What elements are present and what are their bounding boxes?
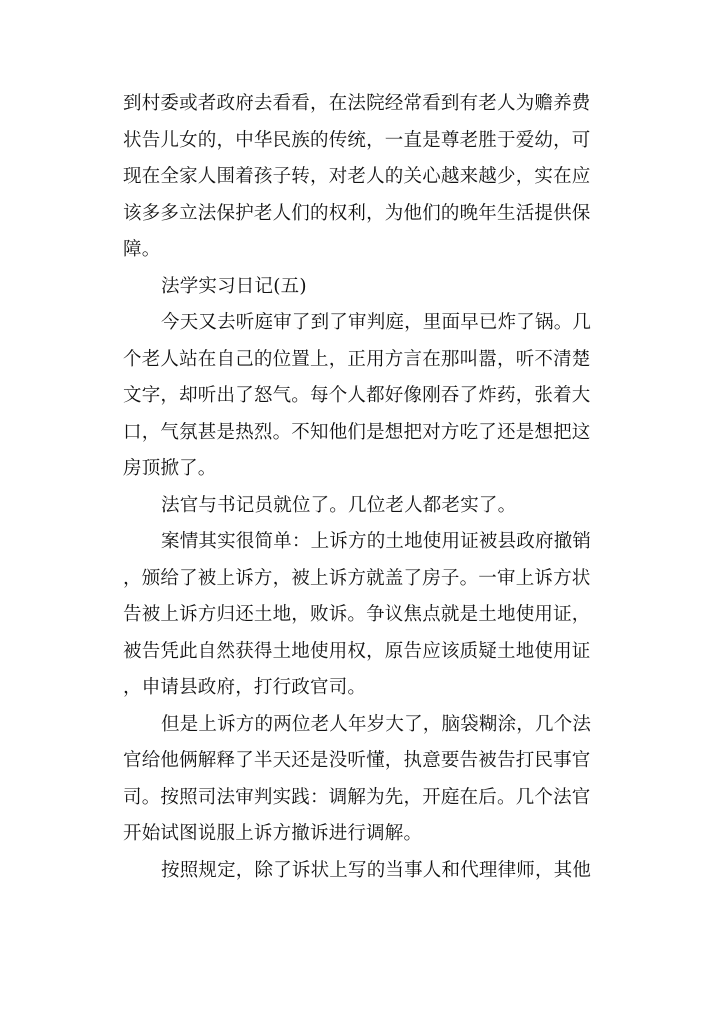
text-line: 口，气氛甚是热烈。不知他们是想把对方吃了还是想把这 bbox=[123, 421, 591, 443]
text-line: 该多多立法保护老人们的权利，为他们的晚年生活提供保 bbox=[123, 202, 591, 224]
text-line: ，颁给了被上诉方，被上诉方就盖了房子。一审上诉方状 bbox=[123, 567, 591, 589]
section-heading: 法学实习日记(五) bbox=[161, 275, 307, 297]
text-line: 现在全家人围着孩子转，对老人的关心越来越少，实在应 bbox=[123, 166, 591, 187]
paragraph-first-line: 但是上诉方的两位老人年岁大了，脑袋糊涂，几个法 bbox=[161, 713, 592, 735]
text-line: ，申请县政府，打行政官司。 bbox=[123, 677, 367, 698]
text-line: 障。 bbox=[123, 239, 161, 260]
text-line: 开始试图说服上诉方撤诉进行调解。 bbox=[123, 823, 423, 844]
paragraph-first-line: 法官与书记员就位了。几位老人都老实了。 bbox=[161, 494, 517, 516]
text-line: 司。按照司法审判实践：调解为先，开庭在后。几个法官 bbox=[123, 786, 591, 808]
document-body bbox=[123, 86, 601, 889]
paragraph-first-line: 今天又去听庭审了到了审判庭，里面早已炸了锅。几 bbox=[161, 312, 592, 333]
text-line: 被告凭此自然获得土地使用权，原告应该质疑土地使用证 bbox=[123, 640, 591, 662]
text-line: 个老人站在自己的位置上，正用方言在那叫嚣，听不清楚 bbox=[123, 348, 591, 370]
paragraph-first-line: 案情其实很简单：上诉方的土地使用证被县政府撤销 bbox=[161, 531, 592, 552]
text-line: 房顶掀了。 bbox=[123, 458, 217, 479]
paragraph-first-line: 按照规定，除了诉状上写的当事人和代理律师，其他 bbox=[161, 859, 592, 881]
text-line: 状告儿女的，中华民族的传统，一直是尊老胜于爱幼，可 bbox=[123, 129, 591, 151]
text-line: 到村委或者政府去看看，在法院经常看到有老人为赡养费 bbox=[123, 93, 591, 114]
text-line: 文字，却听出了怒气。每个人都好像刚吞了炸药，张着大 bbox=[123, 385, 591, 406]
text-line: 告被上诉方归还土地，败诉。争议焦点就是土地使用证， bbox=[123, 604, 591, 625]
text-line: 官给他俩解释了半天还是没听懂，执意要告被告打民事官 bbox=[123, 750, 591, 771]
